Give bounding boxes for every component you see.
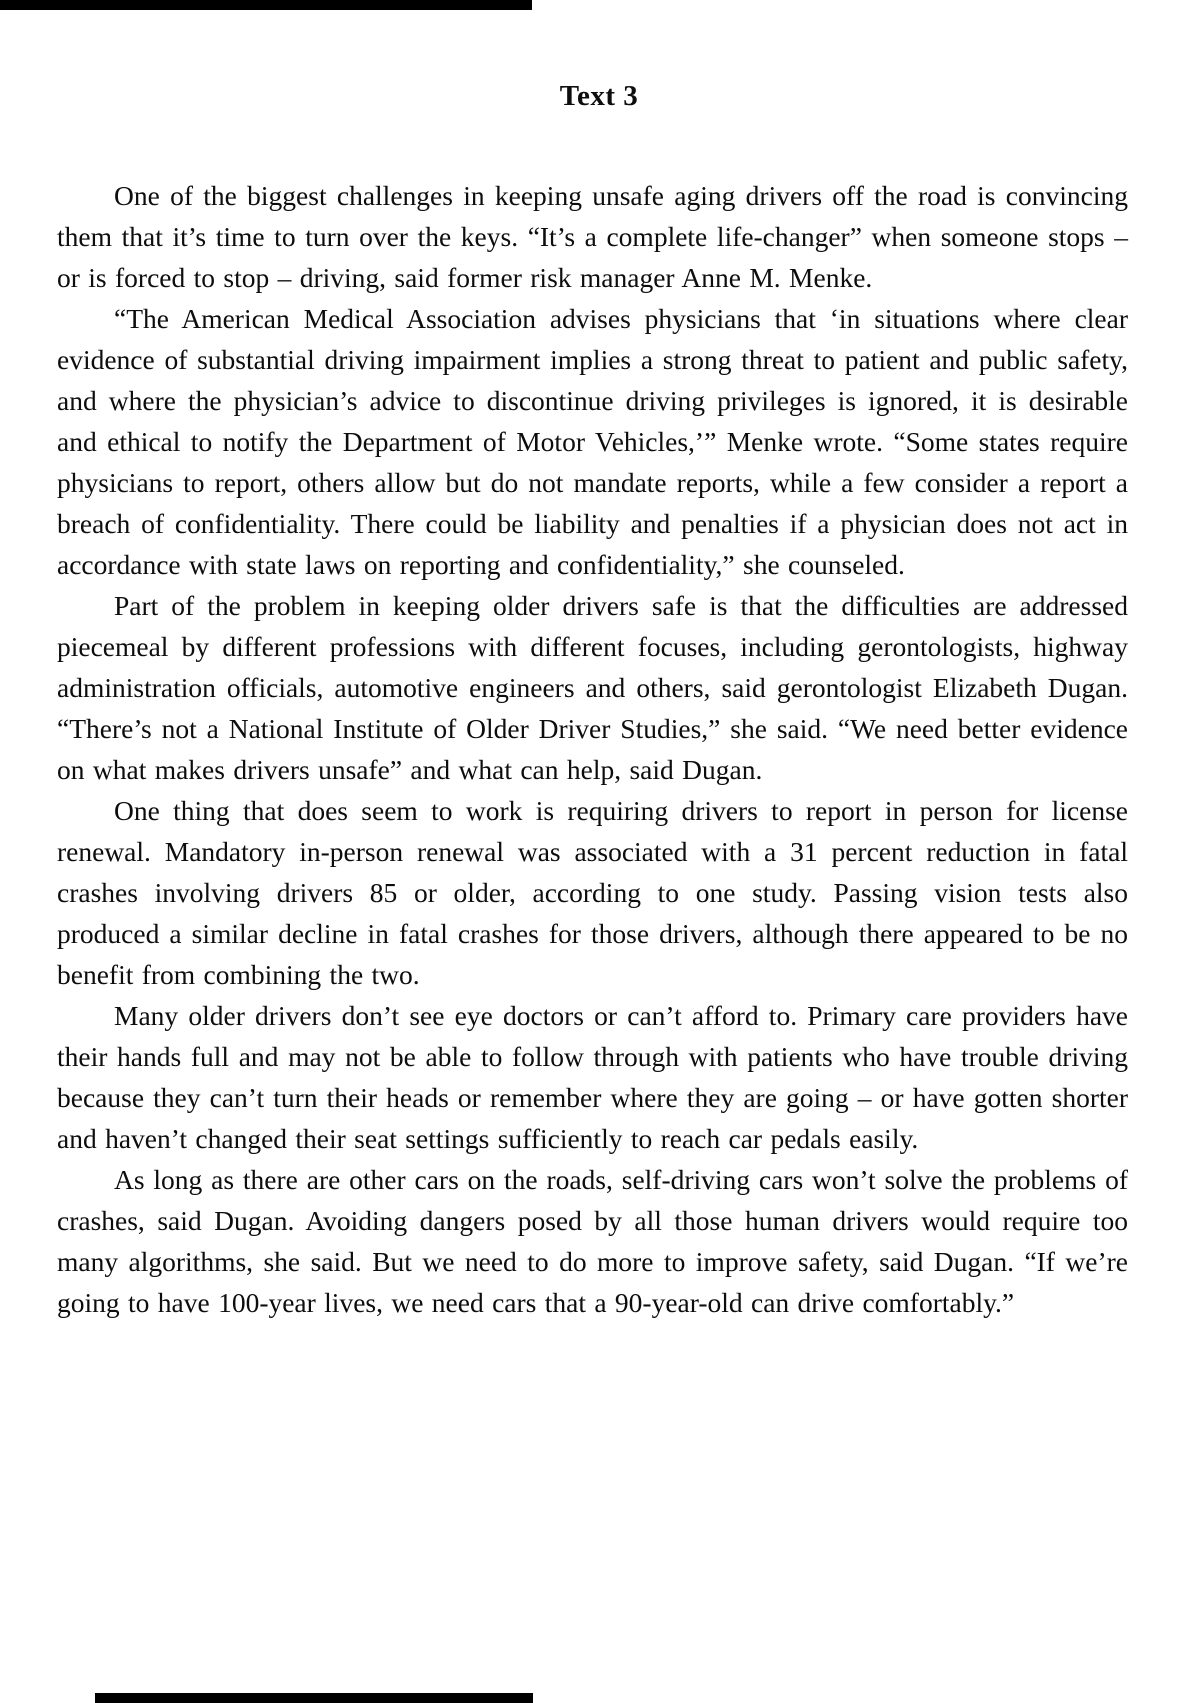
paragraph: As long as there are other cars on the roads, self-driving cars won’t solve the problems of crashes, said Dugan. Avoiding dangers posed by all those human drivers would require too many algorithms, she said. But we need to do more to improve safety, said Dugan. “If we’re going to have 100-year lives, we need cars that a 90-year-old can drive comfortably.” [57,1164,1128,1318]
scan-artifact-top [0,0,532,10]
page-title: Text 3 [559,80,639,112]
paragraph: Many older drivers don’t see eye doctors or can’t afford to. Primary care providers have their hands full and may not be able to follow through with patients who have trouble driving because they can’t turn their heads or remember where they are going – or have gotten shorter and haven’t changed their seat settings sufficiently to reach car pedals easily. [57,1000,1128,1154]
text-body [0,175,1198,1323]
scan-artifact-bottom [95,1693,533,1703]
paragraph: “The American Medical Association advises physicians that ‘in situations where clear evidence of substantial driving impairment implies a strong threat to patient and public safety, and where the physician’s advice to discontinue driving privileges is ignored, it is desirable and ethical to notify the Department of Motor Vehicles,’” Menke wrote. “Some states require physicians to report, others allow but do not mandate reports, while a few consider a report a breach of confidentiality. There could be liability and penalties if a physician does not act in accordance with state laws on reporting and confidentiality,” she counseled. [57,303,1128,580]
paragraph: Part of the problem in keeping older drivers safe is that the difficulties are addressed piecemeal by different professions with different focuses, including gerontologists, highway administration officials, automotive engineers and others, said gerontologist Elizabeth Dugan. “There’s not a National Institute of Older Driver Studies,” she said. “We need better evidence on what makes drivers unsafe” and what can help, said Dugan. [57,590,1128,785]
paragraph: One thing that does seem to work is requiring drivers to report in person for license renewal. Mandatory in-person renewal was associated with a 31 percent reduction in fatal crashes involving drivers 85 or older, according to one study. Passing vision tests also produced a similar decline in fatal crashes for those drivers, although there appeared to be no benefit from combining the two. [57,795,1128,990]
paragraph: One of the biggest challenges in keeping unsafe aging drivers off the road is convincing them that it’s time to turn over the keys. “It’s a complete life-changer” when someone stops – or is forced to stop – driving, said former risk manager Anne M. Menke. [57,180,1128,293]
